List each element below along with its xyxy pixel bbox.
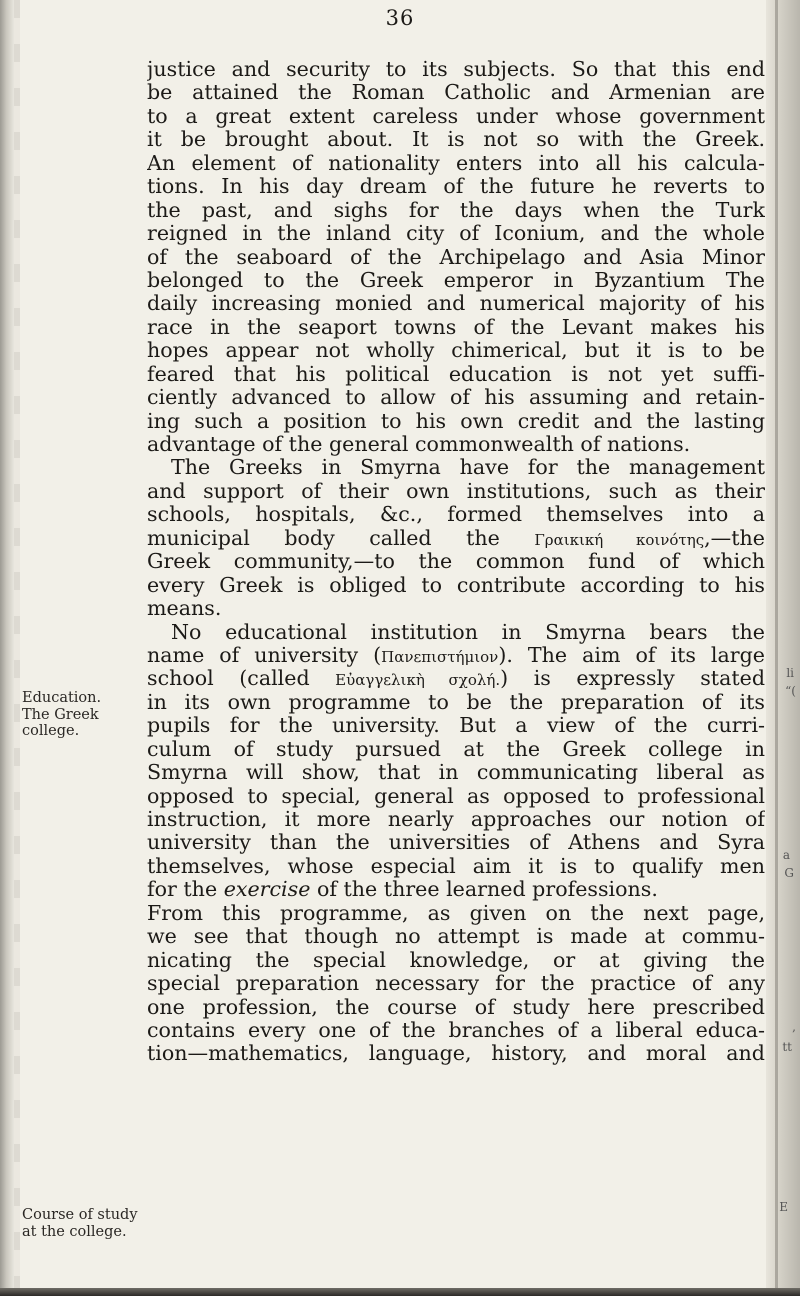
page-number: 36 (385, 6, 415, 30)
text-line: An element of nationality enters into all his calcula- (147, 151, 765, 175)
text-line: No educational institution in Smyrna bears the (171, 620, 765, 644)
text-line: special preparation necessary for the practice of any (147, 972, 765, 996)
text-line: ciently advanced to allow of his assuming and retain- (147, 386, 765, 410)
edge-fragment: , (792, 1020, 796, 1034)
text-line: pupils for the university. But a view of the curri- (147, 714, 765, 738)
text-line: advantage of the general commonwealth of nations. (147, 433, 691, 456)
text-line (147, 644, 765, 667)
text-line: university than the universities of Athens and Syra (147, 831, 765, 855)
text-line: of the seaboard of the Archipelago and Asia Minor (147, 245, 765, 269)
text-run: ). The aim of its large (498, 643, 765, 667)
text-line: Greek community,—to the common fund of which (147, 550, 765, 574)
text-run: ,—the (704, 526, 765, 550)
body-text (147, 58, 765, 1066)
margin-note-line: Course of study (22, 1207, 138, 1223)
text-line: culum of study pursued at the Greek college in (147, 737, 765, 761)
edge-fragment: a (782, 848, 790, 862)
text-line: opposed to special, general as opposed to professional (147, 784, 765, 808)
edge-fragment: E (779, 1200, 788, 1214)
text-line: nicating the special knowledge, or at giving the (147, 948, 765, 972)
text-line: The Greeks in Smyrna have for the management (171, 456, 765, 480)
text-line: instruction, it more nearly approaches our notion of (147, 808, 765, 831)
text-line: to a great extent careless under whose government (147, 104, 765, 128)
text-line: justice and security to its subjects. So that this end (147, 58, 765, 81)
text-line: schools, hospitals, &c., formed themselves into a (147, 503, 765, 527)
adjacent-page-edge (766, 0, 800, 1296)
margin-note-line: college. (22, 723, 80, 739)
text-line: in its own programme to be the preparation of its (147, 690, 765, 714)
edge-fragment: tt (782, 1040, 792, 1054)
text-line: Smyrna will show, that in communicating liberal as (147, 761, 765, 785)
text-line: every Greek is obliged to contribute according to his (147, 573, 765, 597)
text-line: daily increasing monied and numerical majority of his (147, 292, 765, 316)
edge-fragment: “( (785, 684, 796, 698)
text-line: From this programme, as given on the next page, (147, 901, 765, 925)
text-line: and support of their own institutions, such as their (147, 479, 765, 503)
scan-bottom-edge (0, 1288, 800, 1296)
greek-term: Γραικική κοινότης (534, 530, 705, 549)
text-run: ) is expressly stated (500, 667, 765, 691)
text-line: we see that though no attempt is made at commu- (147, 925, 765, 949)
text-line: one profession, the course of study here prescribed (147, 995, 765, 1019)
text-line: feared that his political education is not yet suffi- (147, 362, 765, 386)
margin-note-line: at the college. (22, 1223, 127, 1240)
text-line: the past, and sighs for the days when the Turk (147, 198, 765, 222)
text-line: tions. In his day dream of the future he reverts to (147, 175, 765, 199)
edge-fragment: G (784, 866, 794, 880)
italic-term: exercise (223, 878, 311, 902)
margin-note-line: Education. (22, 690, 102, 706)
text-line: contains every one of the branches of a liberal educa- (147, 1018, 765, 1042)
text-line: belonged to the Greek emperor in Byzantium The (147, 268, 765, 292)
page-edge-shadow (775, 0, 778, 1296)
text-run: for the (147, 878, 224, 902)
text-line: reigned in the inland city of Iconium, and the whole (147, 222, 765, 246)
text-line: it be brought about. It is not so with the Greek. (147, 128, 765, 152)
binding-gutter (0, 0, 14, 1296)
text-line (147, 527, 765, 550)
text-line (147, 878, 765, 901)
text-line: hopes appear not wholly chimerical, but it is to be (147, 339, 765, 363)
text-line: tion—mathematics, language, history, and moral and (147, 1042, 765, 1066)
text-run: of the three learned professions. (310, 878, 658, 902)
margin-note-line: The Greek (22, 706, 99, 723)
binding-shadow (14, 0, 20, 1296)
margin-note-course-of-study (22, 1207, 138, 1240)
text-run: school (called (147, 667, 336, 691)
text-line: race in the seaport towns of the Levant makes his (147, 315, 765, 339)
text-line: ing such a position to his own credit and the lasting (147, 409, 765, 433)
margin-note-education (22, 690, 118, 740)
text-run: name of university ( (147, 643, 382, 667)
text-line: be attained the Roman Catholic and Armenian are (147, 81, 765, 105)
text-line: themselves, whose especial aim it is to qualify men (147, 854, 765, 878)
text-line (147, 667, 765, 690)
text-line: means. (147, 597, 222, 621)
greek-term: Πανεπιστήμιον (381, 647, 499, 666)
greek-term: Εὐαγγελικὴ σχολή. (335, 671, 501, 690)
edge-fragment: li (786, 666, 794, 680)
text-run: municipal body called the (147, 526, 535, 550)
